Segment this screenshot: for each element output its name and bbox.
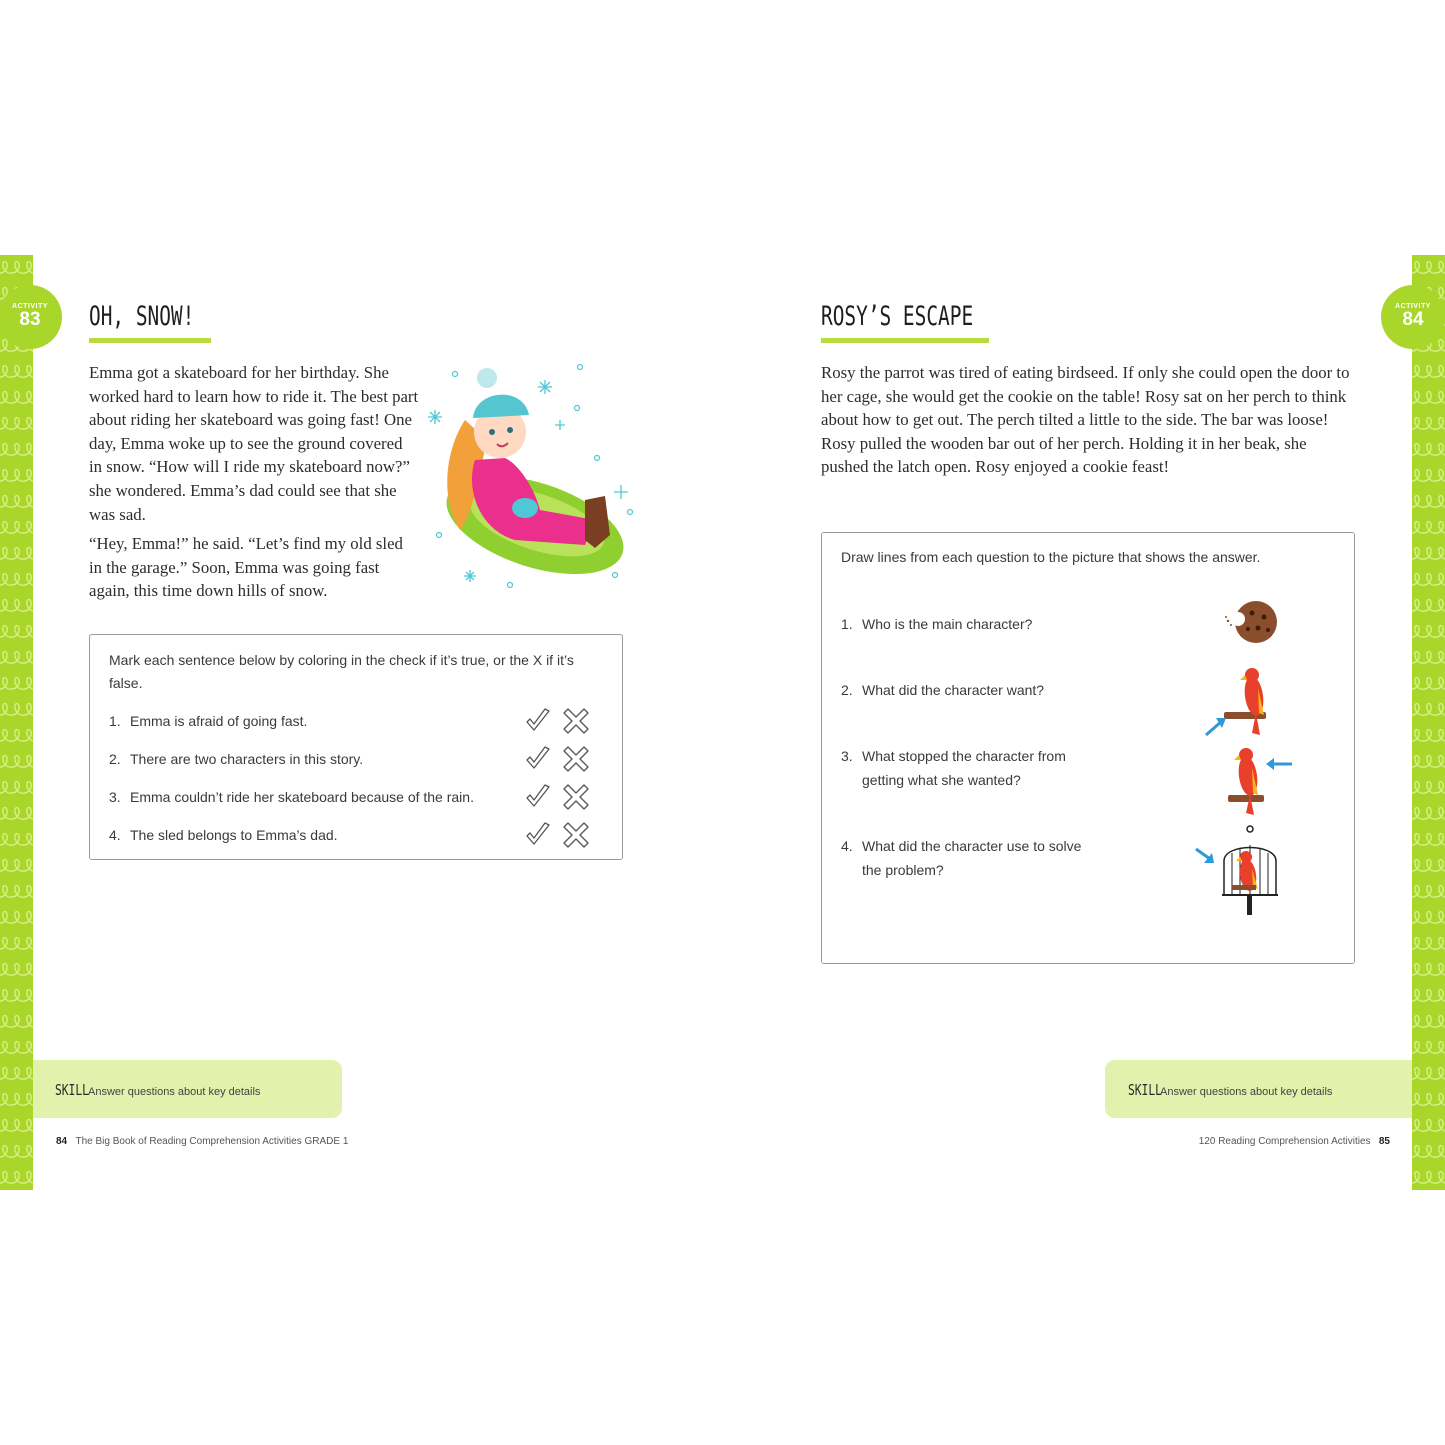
- list-item: [841, 678, 1141, 728]
- loop-pattern: [0, 255, 33, 1190]
- activity-label: ACTIVITY: [1395, 303, 1431, 310]
- book-title: 120 Reading Comprehension Activities: [1198, 1136, 1371, 1147]
- activity-number: 84: [1402, 309, 1424, 330]
- right-decorative-strip: [1412, 255, 1445, 1190]
- list-item: [109, 823, 529, 847]
- item-text: There are two characters in this story.: [130, 751, 364, 767]
- parrot-perch-arrow-icon[interactable]: [1202, 663, 1292, 738]
- check-outline-icon[interactable]: [524, 821, 552, 849]
- item-text: What did the character use to solve: [862, 838, 1082, 854]
- item-text: What did the character want?: [862, 682, 1045, 698]
- item-number: 1.: [841, 616, 853, 632]
- item-text: Emma is afraid of going fast.: [130, 713, 308, 729]
- item-number: 4.: [109, 827, 121, 843]
- item-text: Who is the main character?: [862, 616, 1033, 632]
- page-number: 84: [56, 1136, 68, 1147]
- skill-label: SKILL: [1128, 1081, 1162, 1099]
- x-outline-icon[interactable]: [562, 821, 590, 849]
- list-item: [109, 709, 529, 733]
- item-text: The sled belongs to Emma’s dad.: [130, 827, 338, 843]
- skill-label: SKILL: [55, 1081, 89, 1099]
- item-number: 2.: [109, 751, 121, 767]
- footer-right: [1199, 1136, 1390, 1147]
- footer-left: [56, 1136, 348, 1147]
- item-number: 4.: [841, 838, 853, 854]
- book-spread: [0, 255, 1445, 1190]
- page-title-right: ROSY’S ESCAPE: [821, 301, 974, 332]
- item-number: 3.: [109, 789, 121, 805]
- cookie-icon[interactable]: [1222, 595, 1282, 650]
- item-number: 2.: [841, 682, 853, 698]
- story-text-right: [821, 361, 1351, 485]
- item-text: What stopped the character from: [862, 748, 1066, 764]
- item-number: 1.: [109, 713, 121, 729]
- x-outline-icon[interactable]: [562, 745, 590, 773]
- left-decorative-strip: [0, 255, 33, 1190]
- activity-badge-right: [1381, 285, 1445, 349]
- parrot-arrow-icon[interactable]: [1222, 743, 1297, 818]
- check-outline-icon[interactable]: [524, 783, 552, 811]
- activity-instructions: Draw lines from each question to the picture that shows the answer.: [841, 549, 1261, 565]
- list-item: [109, 747, 529, 771]
- x-outline-icon[interactable]: [562, 783, 590, 811]
- page-title-left: OH, SNOW!: [89, 301, 195, 332]
- list-item: [841, 834, 1141, 884]
- list-item: [841, 744, 1141, 794]
- matching-activity-box: [821, 532, 1355, 964]
- true-false-activity-box: [89, 634, 623, 860]
- check-outline-icon[interactable]: [524, 707, 552, 735]
- item-text: Emma couldn’t ride her skateboard because of the rain.: [130, 789, 474, 805]
- item-number: 3.: [841, 748, 853, 764]
- activity-instructions: Mark each sentence below by coloring in the check if it’s true, or the X if it’s false.: [109, 652, 574, 691]
- girl-on-sled-illustration: [425, 360, 640, 595]
- title-underline: [821, 338, 989, 343]
- story-paragraph: Rosy the parrot was tired of eating birdseed. If only she could open the door to her cage, she would get the cookie on the table! Rosy sat on her perch to think about how to get out. The perch tilted a little to the side. The bar was loose! Rosy pulled the wooden bar out of her perch. Holding it in her beak, she pushed the latch open. Rosy enjoyed a cookie feast!: [821, 363, 1350, 477]
- page-number: 85: [1378, 1136, 1390, 1147]
- activity-number: 83: [19, 309, 41, 330]
- skill-text: Answer questions about key details: [1160, 1086, 1333, 1098]
- story-text-left: [89, 361, 419, 609]
- skill-banner-left: [33, 1060, 342, 1118]
- list-item: [109, 785, 529, 809]
- x-outline-icon[interactable]: [562, 707, 590, 735]
- list-item: [841, 612, 1141, 662]
- activity-badge-left: [0, 285, 62, 349]
- parrot-cage-icon[interactable]: [1192, 823, 1292, 918]
- item-text: the problem?: [862, 862, 944, 878]
- skill-text: Answer questions about key details: [88, 1086, 261, 1098]
- story-paragraph: “Hey, Emma!” he said. “Let’s find my old sled in the garage.” Soon, Emma was going fast again, this time down hills of snow.: [89, 534, 403, 601]
- book-title: The Big Book of Reading Comprehension Activities GRADE 1: [75, 1136, 349, 1147]
- skill-banner-right: [1105, 1060, 1412, 1118]
- item-text: getting what she wanted?: [862, 772, 1021, 788]
- check-outline-icon[interactable]: [524, 745, 552, 773]
- story-paragraph: Emma got a skateboard for her birthday. She worked hard to learn how to ride it. The best part about riding her skateboard was going fast! One day, Emma woke up to see the ground covered in snow. “How will I ride my skateboard now?” she wondered. Emma’s dad could see that she was sad.: [89, 363, 419, 524]
- loop-pattern: [1412, 255, 1445, 1190]
- activity-label: ACTIVITY: [12, 303, 48, 310]
- title-underline: [89, 338, 211, 343]
